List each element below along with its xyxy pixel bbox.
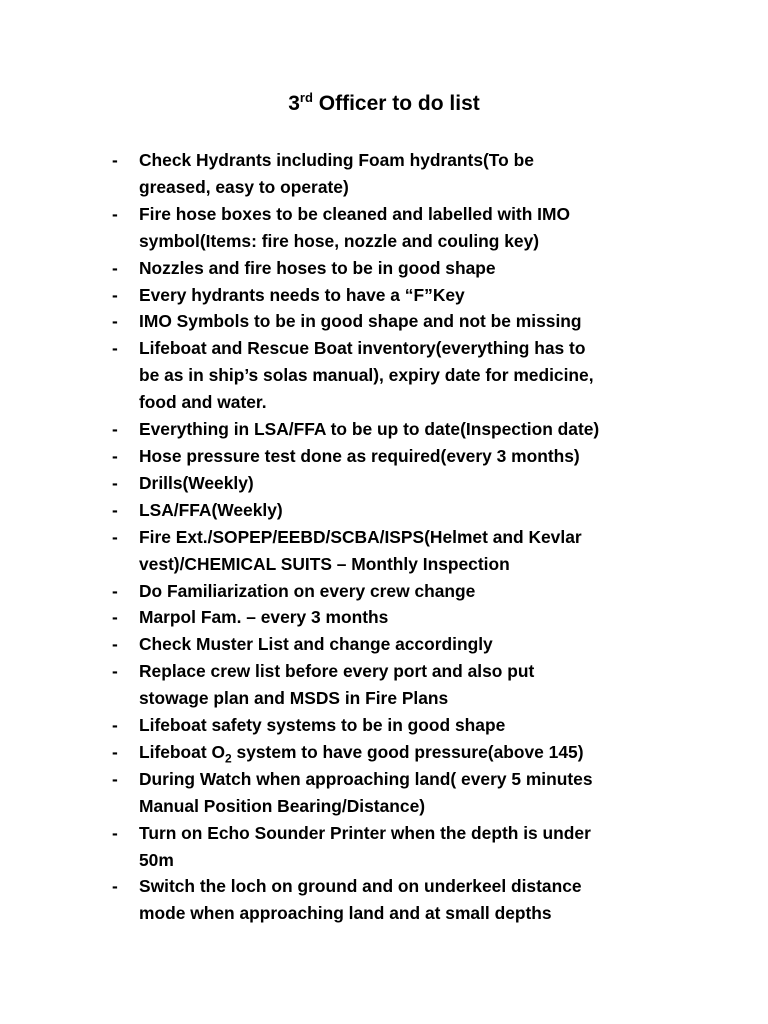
list-item xyxy=(112,873,692,927)
list-bullet: - xyxy=(112,741,118,762)
list-bullet: - xyxy=(112,499,118,520)
list-bullet: - xyxy=(112,634,118,655)
list-item xyxy=(112,470,692,497)
list-item xyxy=(112,739,692,766)
list-bullet: - xyxy=(112,822,118,843)
list-item-line: LSA/FFA(Weekly) xyxy=(139,499,283,520)
list-item-line: 50m xyxy=(139,849,174,870)
list-item-line: Everything in LSA/FFA to be up to date(Inspection date) xyxy=(139,419,600,440)
list-item-line: Check Hydrants including Foam hydrants(To be xyxy=(139,150,534,170)
list-item xyxy=(112,578,692,605)
list-item xyxy=(112,443,692,470)
list-item-line xyxy=(139,739,692,766)
list-item-line: greased, easy to operate) xyxy=(139,176,349,197)
list-bullet: - xyxy=(112,472,118,493)
list-item-line: vest)/CHEMICAL SUITS – Monthly Inspection xyxy=(139,553,510,574)
list-bullet: - xyxy=(112,445,118,466)
list-item xyxy=(112,766,692,820)
page-title xyxy=(0,88,768,120)
list-item-line: Fire Ext./SOPEP/EEBD/SCBA/ISPS(Helmet and Kevlar xyxy=(139,526,582,547)
list-item-line: symbol(Items: fire hose, nozzle and couling key) xyxy=(139,230,540,251)
list-bullet: - xyxy=(112,526,118,547)
list-item xyxy=(112,497,692,524)
list-item xyxy=(112,255,692,282)
list-item-line: Lifeboat safety systems to be in good shape xyxy=(139,715,506,736)
list-bullet: - xyxy=(112,715,118,736)
todo-list xyxy=(112,147,692,927)
list-bullet: - xyxy=(112,580,118,601)
subscript-text: 2 xyxy=(225,751,232,766)
list-item-line: During Watch when approaching land( every 5 minutes xyxy=(139,768,593,789)
list-item-line: stowage plan and MSDS in Fire Plans xyxy=(139,688,449,709)
list-item xyxy=(112,201,692,255)
list-item-line: Nozzles and fire hoses to be in good shape xyxy=(139,257,496,278)
list-item-line: food and water. xyxy=(139,392,267,413)
list-item-line: Hose pressure test done as required(every 3 months) xyxy=(139,445,580,466)
list-bullet: - xyxy=(112,150,118,170)
list-item-line: Turn on Echo Sounder Printer when the depth is under xyxy=(139,822,591,843)
list-bullet: - xyxy=(112,419,118,440)
list-item-line: Lifeboat and Rescue Boat inventory(everything has to xyxy=(139,338,586,359)
list-item xyxy=(112,658,692,712)
list-item-line: Do Familiarization on every crew change xyxy=(139,580,476,601)
list-item-line: IMO Symbols to be in good shape and not be missing xyxy=(139,311,582,332)
list-bullet: - xyxy=(112,284,118,305)
list-item xyxy=(112,712,692,739)
list-item xyxy=(112,604,692,631)
list-bullet: - xyxy=(112,876,118,897)
list-bullet: - xyxy=(112,607,118,628)
list-bullet: - xyxy=(112,661,118,682)
list-item xyxy=(112,308,692,335)
list-item-segment: system to have good pressure(above 145) xyxy=(231,741,584,762)
list-item xyxy=(112,282,692,309)
list-item-line: Switch the loch on ground and on underkeel distance xyxy=(139,876,582,897)
list-item-line: Drills(Weekly) xyxy=(139,472,254,493)
list-item xyxy=(112,631,692,658)
list-item-line: Manual Position Bearing/Distance) xyxy=(139,795,426,816)
title-suffix: Officer to do list xyxy=(312,92,480,115)
list-bullet: - xyxy=(112,257,118,278)
list-bullet: - xyxy=(112,203,118,224)
list-item-line: Check Muster List and change accordingly xyxy=(139,634,493,655)
list-item xyxy=(112,416,692,443)
list-item-segment: Lifeboat O xyxy=(139,741,225,762)
list-item-line: Marpol Fam. – every 3 months xyxy=(139,607,389,628)
list-item-line: Fire hose boxes to be cleaned and labelled with IMO xyxy=(139,203,570,224)
list-bullet: - xyxy=(112,311,118,332)
title-prefix: 3 xyxy=(288,92,300,115)
list-item xyxy=(112,335,692,416)
list-item-line: Replace crew list before every port and also put xyxy=(139,661,535,682)
list-item-line: mode when approaching land and at small depths xyxy=(139,903,552,924)
title-superscript: rd xyxy=(299,90,313,105)
list-item-line: Every hydrants needs to have a “F”Key xyxy=(139,284,465,305)
list-bullet: - xyxy=(112,338,118,359)
list-item-line: be as in ship’s solas manual), expiry date for medicine, xyxy=(139,365,594,386)
list-bullet: - xyxy=(112,768,118,789)
list-item xyxy=(112,820,692,874)
list-item xyxy=(112,147,692,201)
list-item xyxy=(112,524,692,578)
